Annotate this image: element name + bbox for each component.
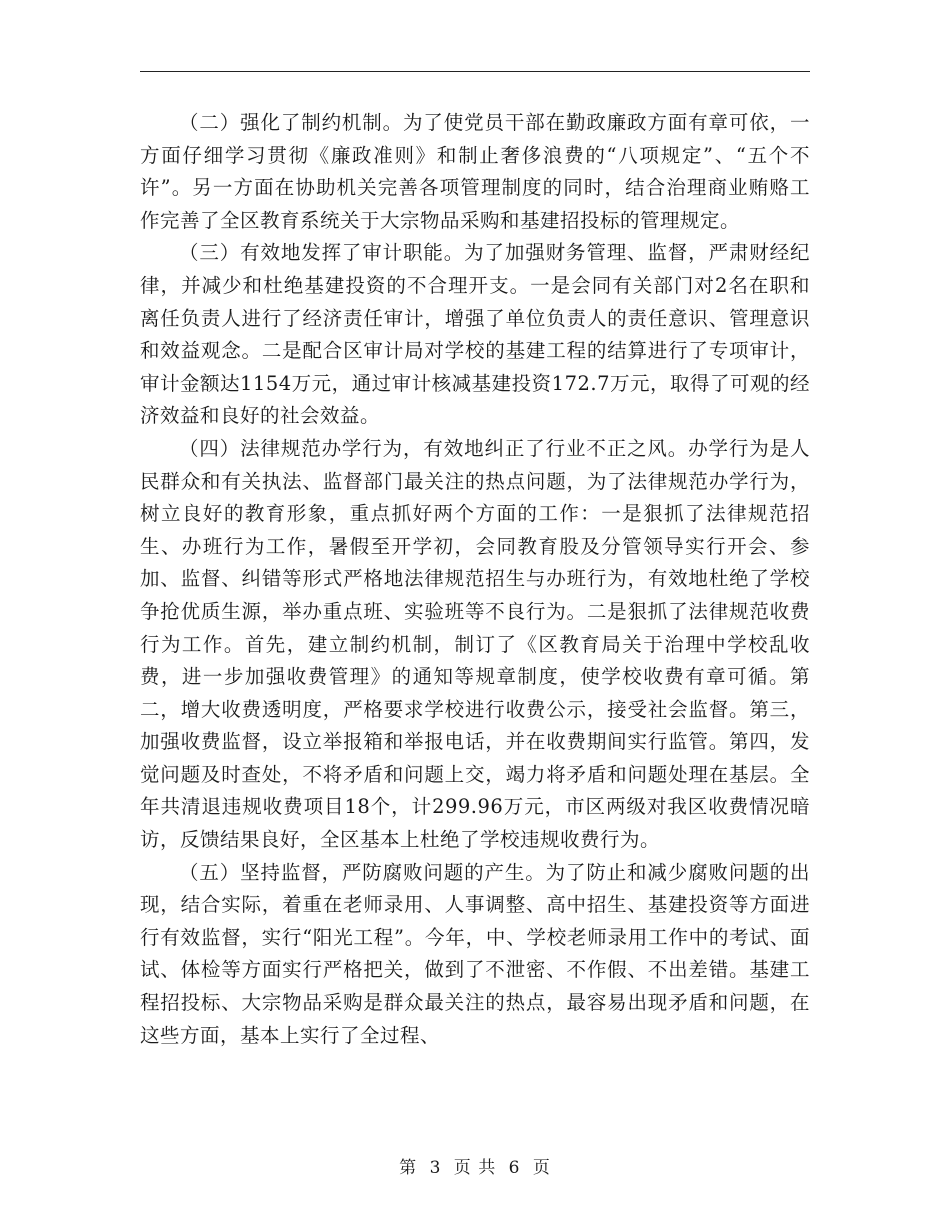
header-rule — [140, 71, 810, 72]
paragraph-3: （三）有效地发挥了审计职能。为了加强财务管理、监督，严肃财经纪律，并减少和杜绝基建投资的不合理开支。一是会同有关部门对2名在职和离任负责人进行了经济责任审计，增强了单位负责人的责任意识、管理意识和效益观念。二是配合区审计局对学校的基建工程的结算进行了专项审计，审计金额达1154万元，通过审计核减基建投资172.7万元，取得了可观的经济效益和良好的社会效益。 — [140, 241, 810, 428]
footer-suffix: 页 — [532, 1158, 551, 1178]
footer-middle: 页 共 — [453, 1158, 497, 1178]
paragraph-2: （二）强化了制约机制。为了使党员干部在勤政廉政方面有章可依，一方面仔细学习贯彻《廉政准则》和制止奢侈浪费的“八项规定”、“五个不许”。另一方面在协助机关完善各项管理制度的同时，结合治理商业贿赂工作完善了全区教育系统关于大宗物品采购和基建招投标的管理规定。 — [140, 111, 810, 232]
paragraph-4: （四）法律规范办学行为，有效地纠正了行业不正之风。办学行为是人民群众和有关执法、监督部门最关注的热点问题，为了法律规范办学行为，树立良好的教育形象，重点抓好两个方面的工作：一是狠抓了法律规范招生、办班行为工作，暑假至开学初，会同教育股及分管领导实行开会、参加、监督、纠错等形式严格地法律规范招生与办班行为，有效地杜绝了学校争抢优质生源，举办重点班、实验班等不良行为。二是狠抓了法律规范收费行为工作。首先，建立制约机制，制订了《区教育局关于治理中学校乱收费，进一步加强收费管理》的通知等规章制度，使学校收费有章可循。第二，增大收费透明度，严格要求学校进行收费公示，接受社会监督。第三，加强收费监督，设立举报箱和举报电话，并在收费期间实行监管。第四，发觉问题及时查处，不将矛盾和问题上交，竭力将矛盾和问题处理在基层。全年共清退违规收费项目18个，计299.96万元，市区两级对我区收费情况暗访，反馈结果良好，全区基本上杜绝了学校违规收费行为。 — [140, 436, 810, 852]
paragraph-5: （五）坚持监督，严防腐败问题的产生。为了防止和减少腐败问题的出现，结合实际，着重在老师录用、人事调整、高中招生、基建投资等方面进行有效监督，实行“阳光工程”。今年，中、学校老师录用工作中的考试、面试、体检等方面实行严格把关，做到了不泄密、不作假、不出差错。基建工程招投标、大宗物品采购是群众最关注的热点，最容易出现矛盾和问题，在这些方面，基本上实行了全过程、 — [140, 860, 810, 1047]
total-page-number: 6 — [508, 1158, 521, 1178]
document-body — [140, 107, 810, 1052]
page-footer — [0, 1153, 950, 1178]
footer-prefix: 第 — [399, 1158, 418, 1178]
current-page-number: 3 — [429, 1158, 442, 1178]
